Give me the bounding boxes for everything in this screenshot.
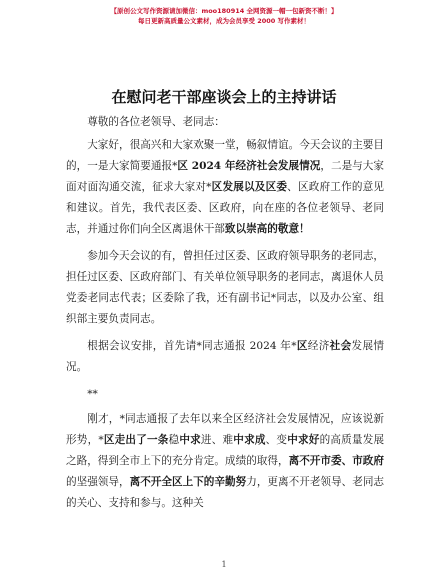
document-title: 在慰问老干部座谈会上的主持讲话	[111, 88, 337, 106]
p1-text-a: 大家好，很高兴和大家欢聚一堂，畅叙情谊。今天会议的主要目的，一是大家简要通报*	[66, 139, 384, 172]
p4-bold-b: 区走出了一条	[103, 434, 169, 446]
p1-bold-f: 致以崇高的敬意！	[224, 223, 310, 235]
banner-line-2: 每日更新高质量公文素材，成为会员享受 2000 写作素材！	[137, 17, 311, 25]
page-number: 1	[221, 560, 227, 569]
p4-bold-d: 中求	[179, 434, 201, 446]
p4-bold-l: 离不开全区上下的辛勤努	[129, 476, 247, 488]
p3-bold-d: 社会	[329, 340, 352, 352]
p4-text-k: 的坚强领导，	[66, 476, 130, 488]
p4-text-e: 进、难	[200, 434, 234, 446]
p4-bold-f: 中求成	[233, 434, 266, 446]
header-banner	[0, 6, 448, 26]
p3-text-e: 发展情况。	[66, 340, 385, 373]
p3-text-a: 根据会议安排，首先请*同志通报 2024 年*	[87, 340, 297, 352]
document-body	[66, 112, 384, 520]
p3-bold-b: 区	[296, 340, 308, 352]
salutation: 尊敬的各位老领导、老同志：	[87, 116, 225, 128]
paragraph-1	[66, 135, 384, 240]
section-separator: **	[87, 388, 98, 400]
p3-text-c: 经济	[307, 340, 330, 352]
p4-bold-j: 离不开市委、市政府	[288, 455, 385, 467]
p4-text-i: 的高质量发展之路，得到全市上下的充分肯定。成绩的取得，	[66, 434, 385, 467]
paragraph-3	[66, 336, 384, 378]
p4-text-g: 、变	[265, 434, 288, 446]
p4-text-m: 力，更离不开老领导、老同志的关心、支持和参与。这种关	[66, 476, 385, 509]
p1-text-e: 、区政府工作的意见和建议。首先，我代表区委、区政府，向在座的各位老领导、老同志，并通过你们向全区离退休干部	[66, 181, 385, 235]
paragraph-2: 参加今天会议的有，曾担任过区委、区政府领导职务的老同志，担任过区委、区政府部门、有关单位领导职务的老同志，离退休人员党委老同志代表；区委除了我，还有副书记*同志，以及办公室、组织部主要负责同志。	[66, 250, 384, 325]
p1-text-c: ，二是与大家面对面沟通交流，征求大家对*	[66, 160, 384, 193]
p1-bold-d: 区发展以及区委	[211, 181, 288, 193]
p4-text-c: 稳	[168, 434, 180, 446]
banner-line-1: 【原创公文写作资源请加微信：moo180914 全网资源一帽一包新资不断！】	[110, 7, 338, 15]
p4-bold-h: 中求好	[287, 434, 320, 446]
p4-text-a: 刚才，*同志通报了去年以来全区经济社会发展情况，应该说新形势，*	[66, 413, 384, 446]
paragraph-4	[66, 409, 384, 514]
p1-bold-b: 区 2024 年经济社会发展情况	[177, 160, 321, 172]
